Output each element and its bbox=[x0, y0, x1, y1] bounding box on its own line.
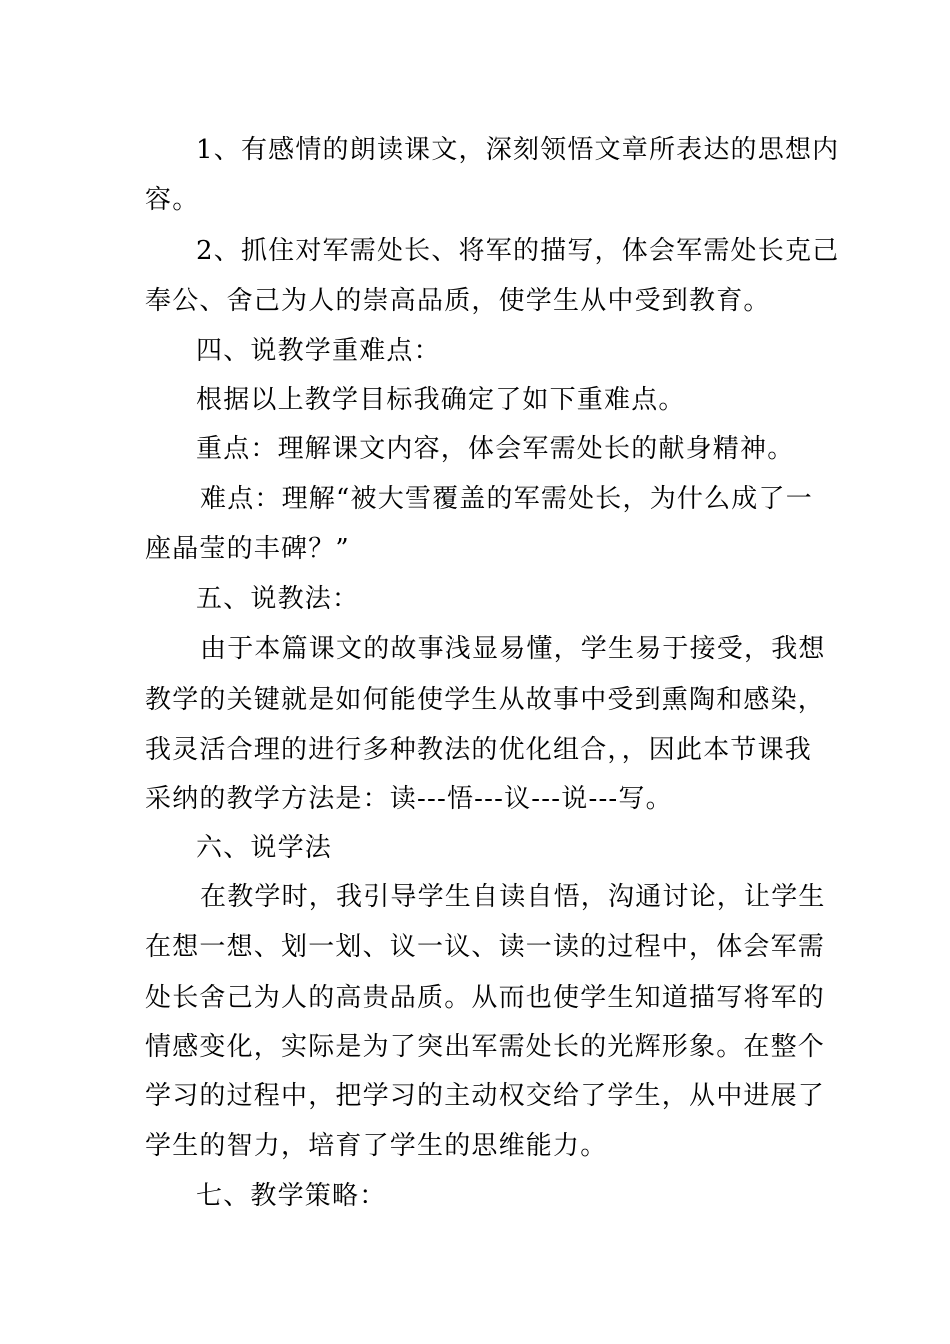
paragraph-line: 根据以上教学目标我确定了如下重难点。 bbox=[196, 385, 686, 415]
paragraph-line: 座晶莹的丰碑？” bbox=[145, 534, 350, 564]
section-heading: 五、说教法： bbox=[196, 584, 360, 614]
paragraph-line: 重点：理解课文内容，体会军需处长的献身精神。 bbox=[196, 434, 795, 464]
paragraph-line: 在想一想、划一划、议一议、读一读的过程中，体会军需 bbox=[145, 932, 826, 962]
paragraph-line: 在教学时，我引导学生自读自悟，沟通讨论，让学生 bbox=[200, 882, 826, 912]
section-heading: 六、说学法 bbox=[196, 833, 333, 863]
paragraph-line: 采纳的教学方法是：读---悟---议---说---写。 bbox=[145, 784, 673, 814]
paragraph-line: 容。 bbox=[145, 185, 200, 215]
paragraph-line: 奉公、舍己为人的崇高品质，使学生从中受到教育。 bbox=[145, 286, 771, 316]
paragraph-line: 学生的智力，培育了学生的思维能力。 bbox=[145, 1131, 608, 1161]
paragraph-line: 由于本篇课文的故事浅显易懂，学生易于接受，我想 bbox=[200, 634, 826, 664]
paragraph-line: 2、抓住对军需处长、将军的描写，体会军需处长克己 bbox=[196, 236, 840, 266]
section-heading: 四、说教学重难点： bbox=[196, 336, 441, 366]
paragraph-line: 处长舍己为人的高贵品质。从而也使学生知道描写将军的 bbox=[145, 983, 826, 1013]
section-heading: 七、教学策略： bbox=[196, 1181, 387, 1211]
paragraph-line: 1、有感情的朗读课文，深刻领悟文章所表达的思想内 bbox=[196, 135, 840, 165]
paragraph-line: 教学的关键就是如何能使学生从故事中受到熏陶和感染， bbox=[145, 685, 826, 715]
paragraph-line: 我灵活合理的进行多种教法的优化组合，，因此本节课我 bbox=[145, 735, 813, 765]
paragraph-line: 情感变化，实际是为了突出军需处长的光辉形象。在整个 bbox=[145, 1032, 826, 1062]
paragraph-line: 难点：理解“被大雪覆盖的军需处长，为什么成了一 bbox=[200, 484, 813, 514]
paragraph-line: 学习的过程中，把学习的主动权交给了学生，从中进展了 bbox=[145, 1081, 826, 1111]
